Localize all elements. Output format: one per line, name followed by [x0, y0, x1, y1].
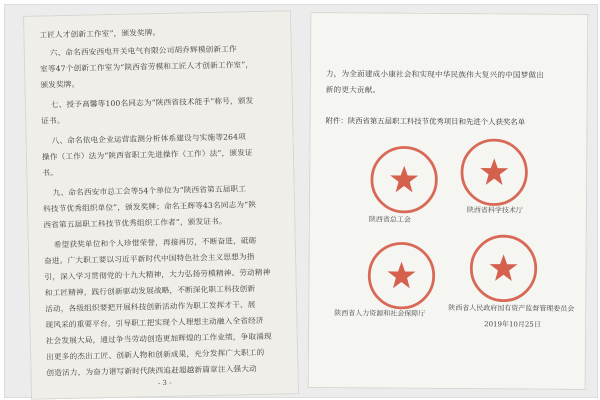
text-line: 新的更大贡献。 [325, 85, 381, 95]
photo-frame [4, 4, 598, 398]
official-seal-science-dept [459, 137, 529, 207]
document-page-right [308, 12, 589, 390]
text-line: 八、命名依电企业运营监测分析体系建设与实施等264项 [51, 132, 247, 146]
text-line: 现风采的重要平台，引导职工把实现个人理想主动融入全省经济 [45, 315, 264, 330]
seal-graphic [468, 233, 538, 303]
signatory-org: 陕西省总工会 [368, 215, 411, 224]
text-line: 颁发奖牌。 [40, 79, 80, 90]
attachment-line: 附件：陕西省第五届职工科技节优秀项目和先进个人获奖名单 [325, 116, 526, 127]
text-line: 科技节优秀组织单位”，颁发奖牌；命名王辉等43名同志为“陕 [42, 200, 257, 214]
text-line: 引，深入学习贯彻党的十九大精神，大力弘扬劳模精神、劳动精神 [44, 267, 271, 282]
text-line: 社会发展大局，通过争当劳动创造更加辉煌的工作业绩，争取涌现 [45, 331, 272, 346]
signatory-org: 陕西省人民政府国有资产监督管理委员会 [448, 304, 575, 313]
text-line: 书。 [42, 168, 58, 178]
text-line: 创造活力，为奋力谱写新时代陕西追赶超越新篇章注入强大动 [46, 364, 257, 378]
signatory-org: 陕西省人力资源和社会保障厅 [334, 309, 426, 318]
official-seal-trade-union [369, 144, 439, 214]
official-seal-sasac [468, 233, 538, 303]
text-line: 奋进。广大职工要以习近平新时代中国特色社会主义思想为指 [44, 252, 255, 266]
document-date: 2019年10月25日 [484, 320, 541, 329]
text-line: 操作（工作）法为“陕西省职工先进操作（工作）法”，颁发证 [41, 148, 253, 162]
text-line: 希望获奖单位和个人珍惜荣誉，再接再厉，不断奋进，砥砺 [53, 236, 257, 250]
page-number: - 3 - [157, 378, 172, 388]
text-line: 九、命名西安市总工会等54个单位为“陕西省第五届职工 [52, 184, 247, 198]
seal-graphic [369, 144, 439, 214]
document-page-left [23, 10, 299, 400]
text-line: 六、命名西安西电开关电气有限公司胡乔辉模创新工作 [49, 44, 237, 58]
text-line: 七、授予高馨等100名同志为“陕西省技术能手”称号，颁发 [50, 96, 254, 110]
text-line: 和工匠精神，践行创新驱动发展战略，不断深化职工科技创新 [44, 284, 256, 298]
text-line: 室等47个创新工作室为“陕西省劳模和工匠人才创新工作室”， [40, 60, 254, 74]
text-line: 证书。 [41, 116, 65, 126]
seal-graphic [459, 137, 529, 207]
text-line: 力，为全面建成小康社会和实现中华民族伟大复兴的中国梦做出 [325, 69, 545, 80]
text-line: 活动，各级组织要把开展科技创新活动作为职工发挥才干、展 [45, 300, 256, 314]
text-line: 出更多的杰出工匠、创新人物和创新成果，充分发挥广大职工的 [46, 347, 265, 362]
official-seal-hr-dept [366, 240, 436, 310]
seal-graphic [366, 240, 436, 310]
signatory-org: 陕西省科学技术厅 [466, 206, 523, 215]
text-line: 西省第五届职工科技节优秀组织工作者”，颁发证书。 [43, 216, 227, 230]
text-line: 工匠人才创新工作室”，颁发奖牌。 [39, 27, 161, 40]
